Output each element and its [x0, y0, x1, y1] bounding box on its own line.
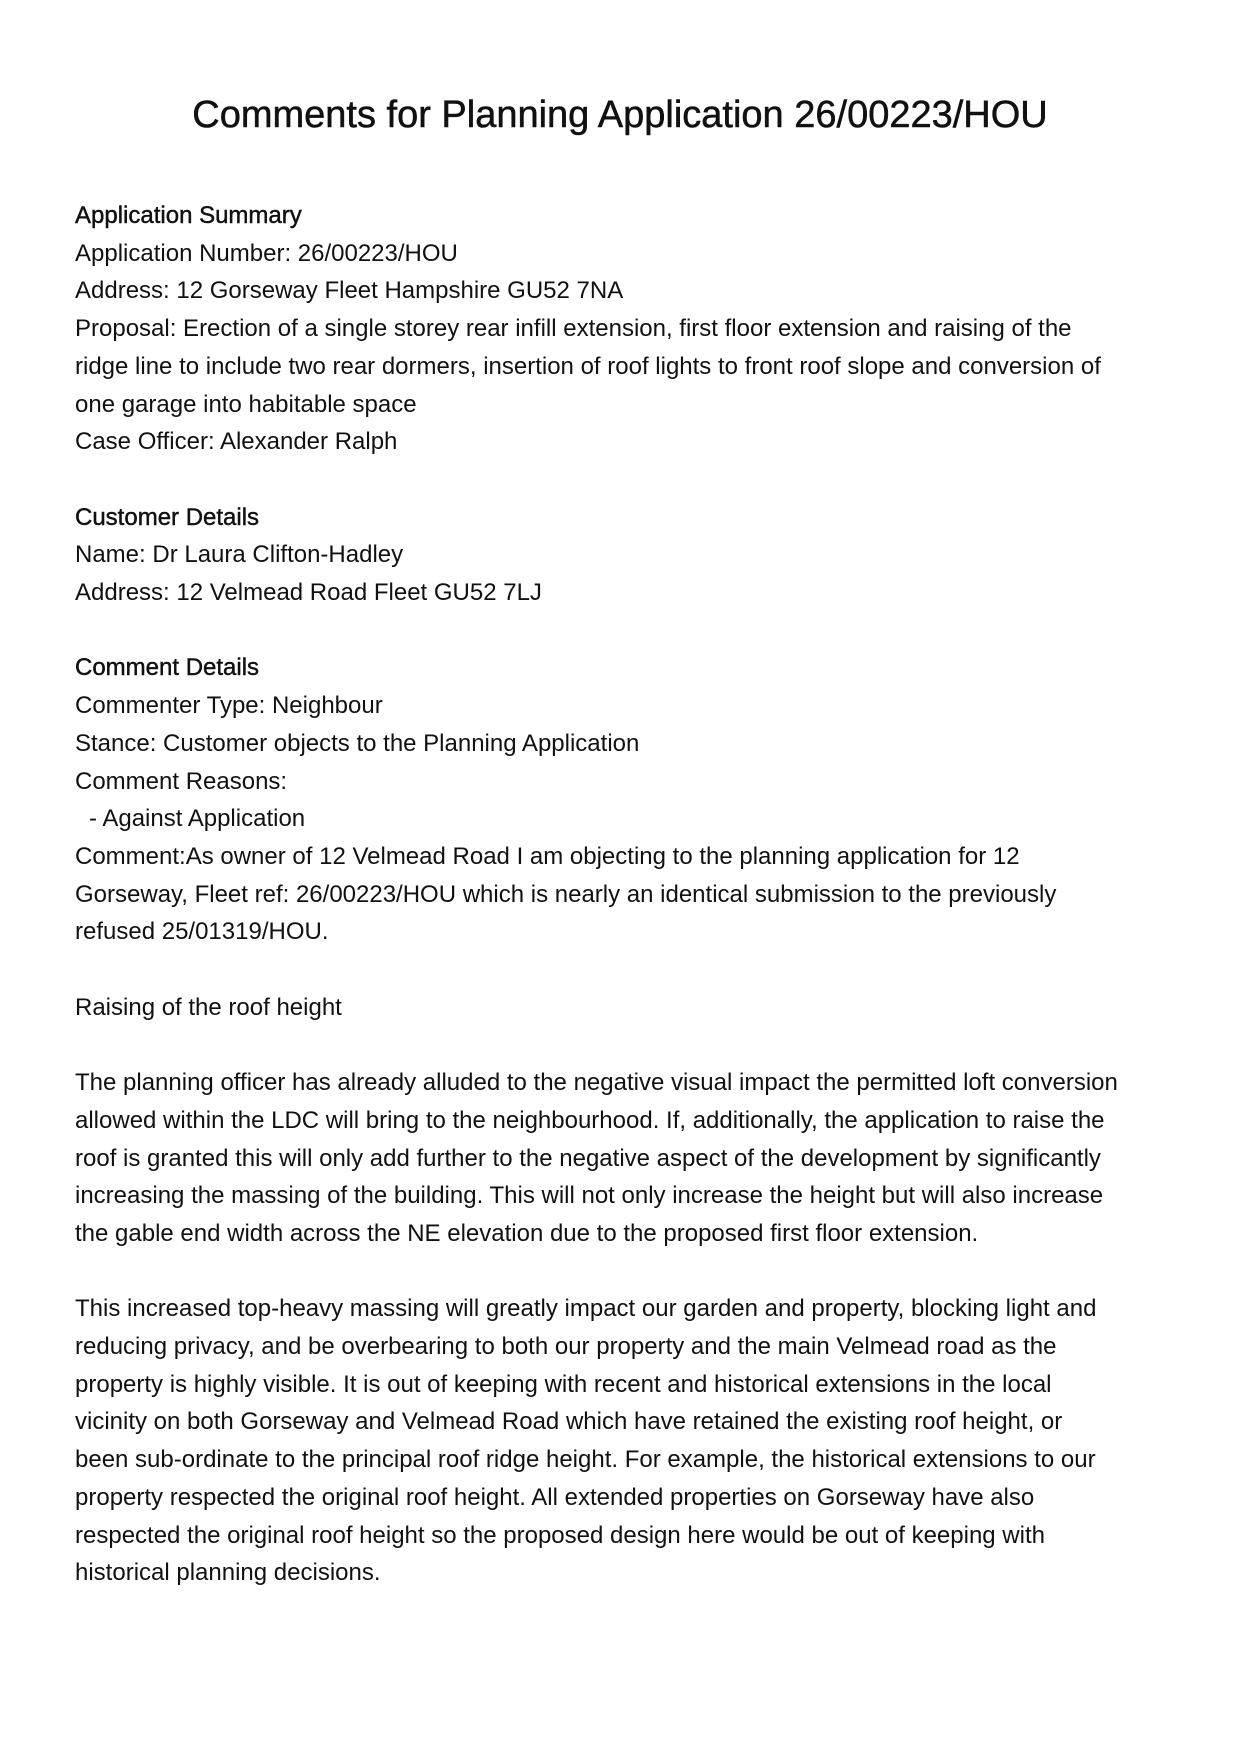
proposal-line: one garage into habitable space: [75, 390, 417, 418]
paragraph-line: increasing the massing of the building. This will not only increase the height but will also increase: [75, 1182, 1104, 1210]
spacer: [75, 951, 1175, 989]
comment-reason-item: - Against Application: [89, 805, 306, 833]
paragraph-line: property respected the original roof height. All extended properties on Gorseway have also: [75, 1483, 1035, 1511]
paragraph-line: the gable end width across the NE elevation due to the proposed first floor extension.: [75, 1219, 979, 1247]
stance: Stance: Customer objects to the Planning Application: [75, 729, 640, 757]
paragraph-line: historical planning decisions.: [75, 1559, 381, 1587]
paragraph-line: roof is granted this will only add further to the negative aspect of the development by significantly: [75, 1144, 1101, 1172]
paragraph-line: The planning officer has already alluded to the negative visual impact the permitted loft conversion: [75, 1069, 1118, 1097]
comment-paragraph-1: [75, 1064, 1175, 1253]
application-address: Address: 12 Gorseway Fleet Hampshire GU52 7NA: [75, 277, 624, 305]
spacer: [75, 612, 1175, 650]
application-summary-heading: Application Summary: [75, 202, 302, 229]
customer-details-section: [75, 499, 1175, 612]
paragraph-line: vicinity on both Gorseway and Velmead Road which have retained the existing roof height, or: [75, 1408, 1063, 1436]
comment-paragraph-2: [75, 1290, 1175, 1592]
comment-line: Gorseway, Fleet ref: 26/00223/HOU which is nearly an identical submission to the previously: [75, 880, 1057, 908]
spacer: [75, 1026, 1175, 1064]
paragraph-line: allowed within the LDC will bring to the neighbourhood. If, additionally, the application to raise the: [75, 1106, 1105, 1134]
page-title: Comments for Planning Application 26/00223/HOU: [192, 94, 1048, 136]
paragraph-line: respected the original roof height so the proposed design here would be out of keeping with: [75, 1521, 1045, 1549]
paragraph-line: been sub-ordinate to the principal roof ridge height. For example, the historical extensions to our: [75, 1446, 1096, 1474]
comment-details-heading: Comment Details: [75, 654, 260, 682]
comment-line: Comment:As owner of 12 Velmead Road I am objecting to the planning application for 12: [75, 842, 1020, 870]
comment-details-section: [75, 649, 1175, 1592]
case-officer: Case Officer: Alexander Ralph: [75, 428, 398, 456]
application-number: Application Number: 26/00223/HOU: [75, 239, 458, 267]
customer-address: Address: 12 Velmead Road Fleet GU52 7LJ: [75, 579, 542, 607]
paragraph-line: property is highly visible. It is out of keeping with recent and historical extensions in the local: [75, 1370, 1052, 1398]
customer-details-heading: Customer Details: [75, 503, 260, 531]
comment-reasons-label: Comment Reasons:: [75, 767, 288, 795]
application-summary-section: [75, 197, 1175, 461]
proposal-line: Proposal: Erection of a single storey rear infill extension, first floor extension and raising of the: [75, 315, 1072, 343]
comment-line: refused 25/01319/HOU.: [75, 918, 329, 946]
proposal-line: ridge line to include two rear dormers, insertion of roof lights to front roof slope and conversion of: [75, 352, 1101, 380]
commenter-type: Commenter Type: Neighbour: [75, 692, 383, 720]
document-body: [75, 197, 1175, 1592]
spacer: [75, 461, 1175, 499]
paragraph-line: This increased top-heavy massing will greatly impact our garden and property, blocking light and: [75, 1295, 1097, 1323]
spacer: [75, 1253, 1175, 1291]
comment-subheading: Raising of the roof height: [75, 993, 342, 1021]
paragraph-line: reducing privacy, and be overbearing to both our property and the main Velmead road as the: [75, 1333, 1057, 1361]
customer-name: Name: Dr Laura Clifton-Hadley: [75, 541, 404, 569]
